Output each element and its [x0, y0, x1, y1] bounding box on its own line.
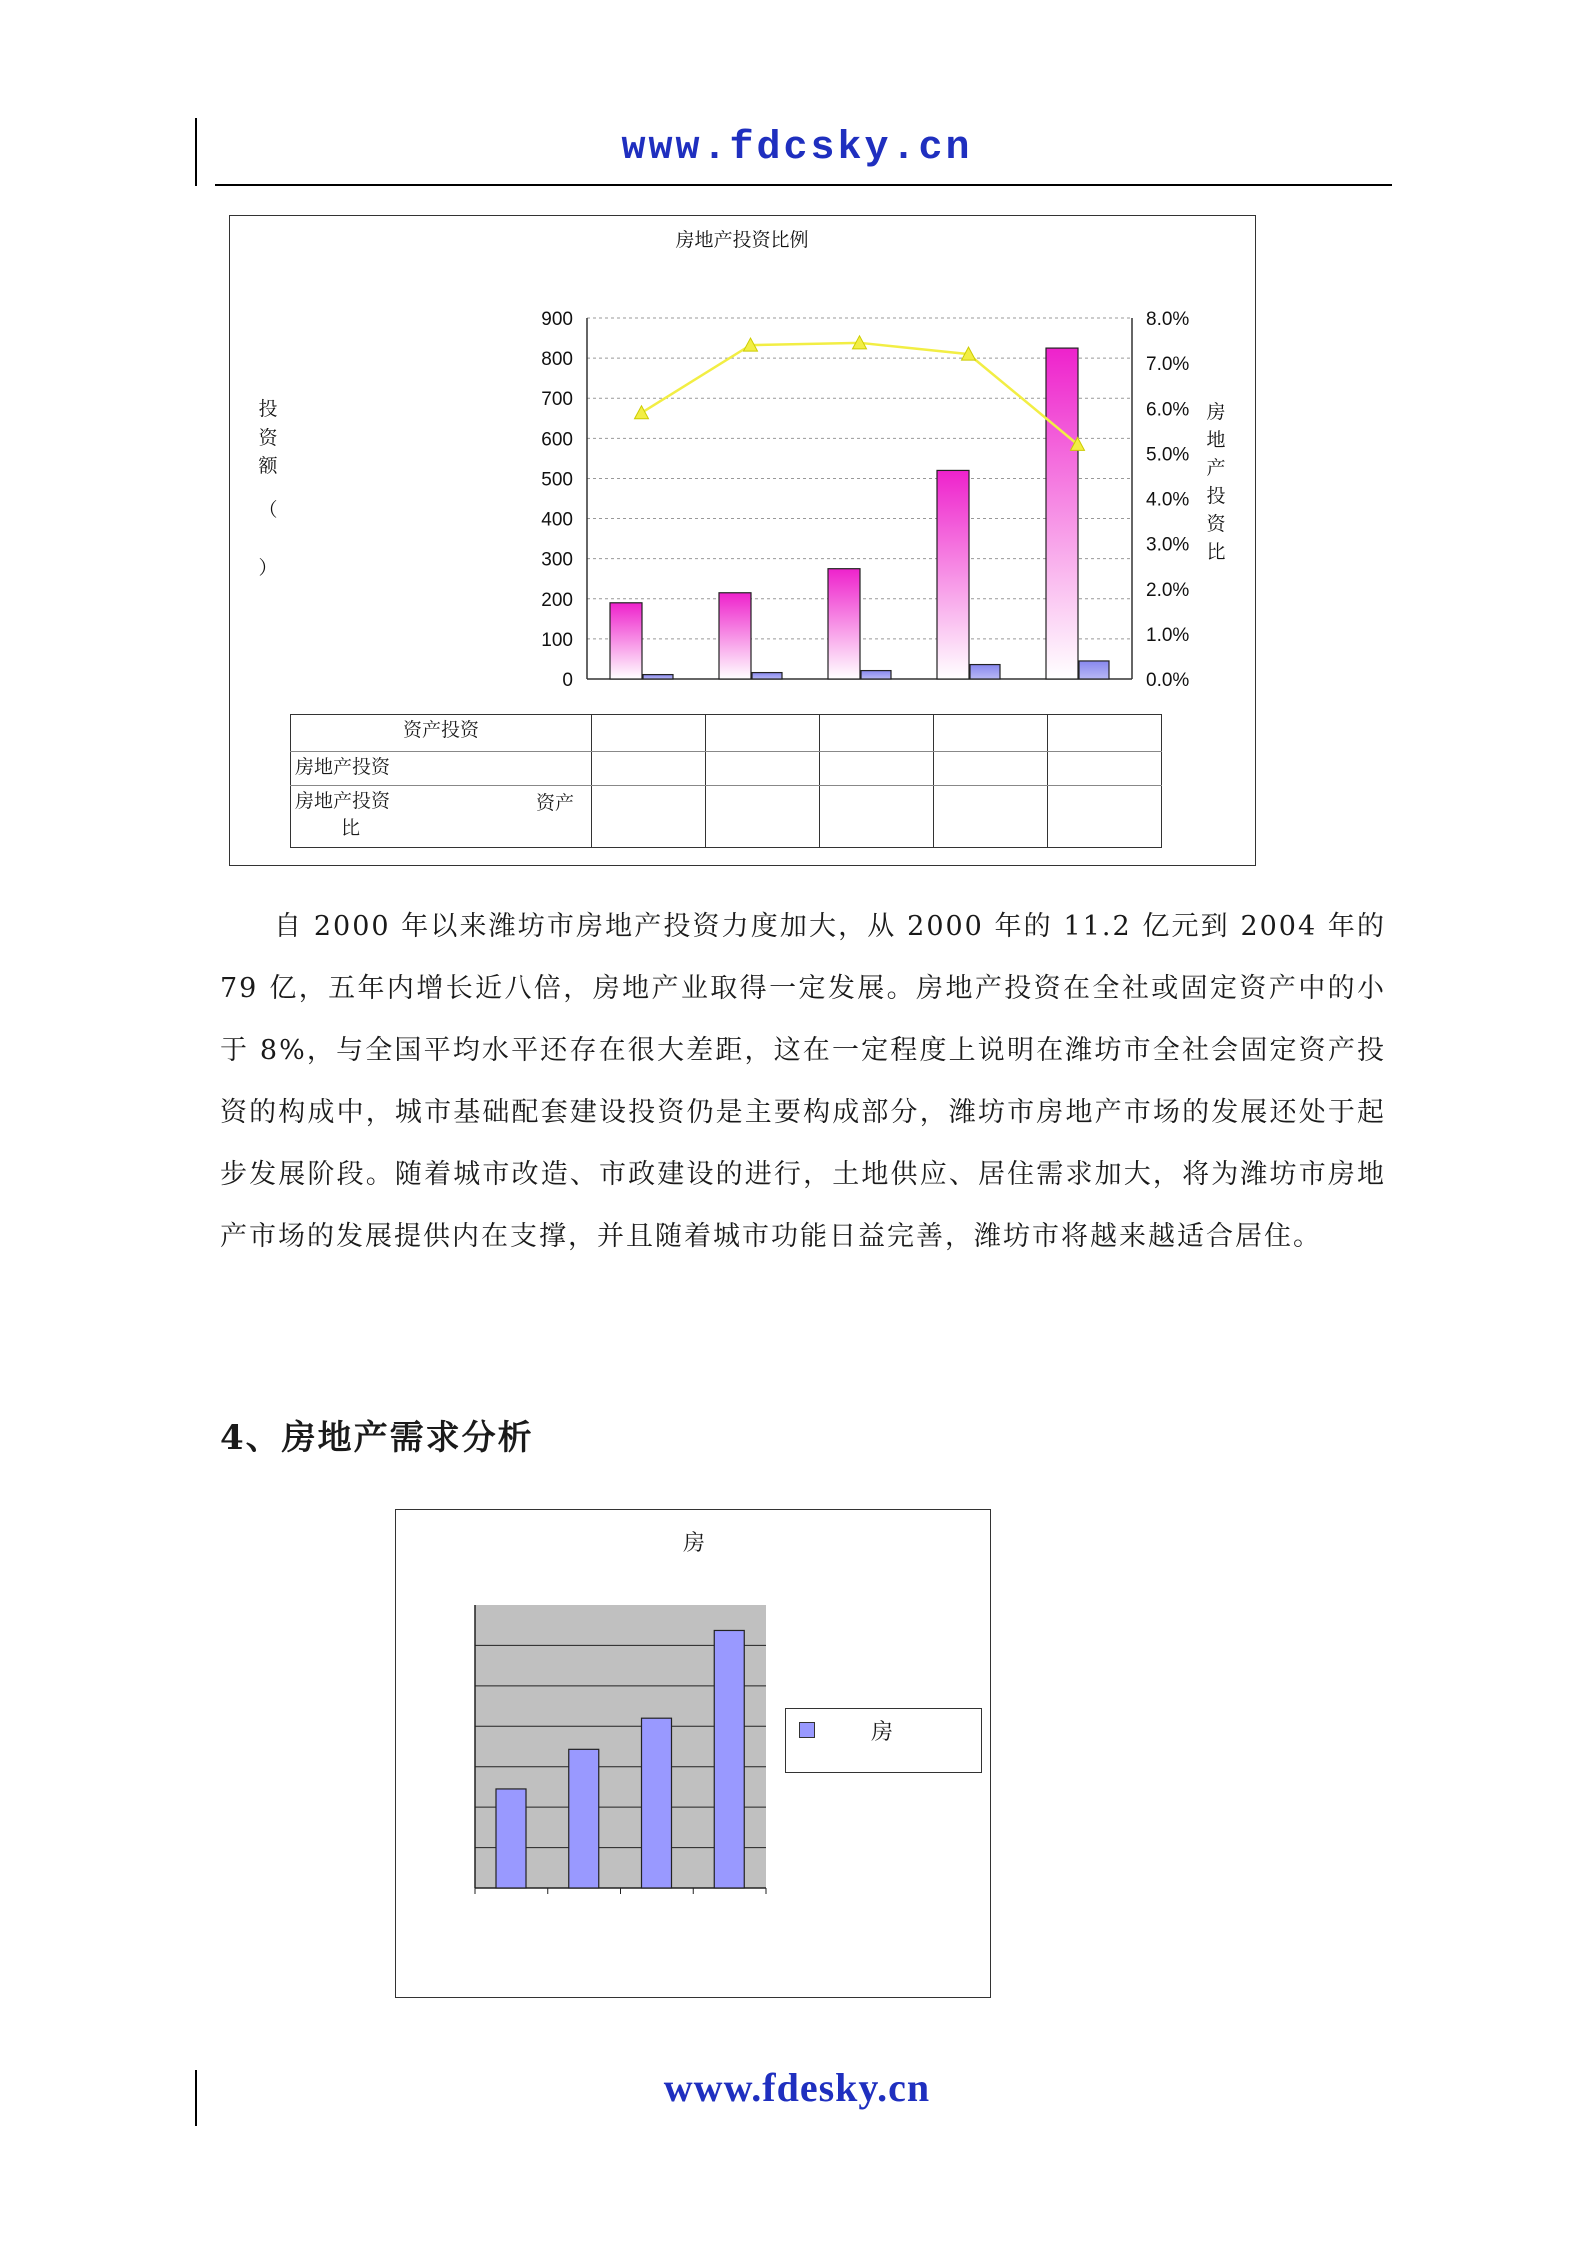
table-cell — [706, 786, 820, 848]
y-tick-label: 300 — [541, 549, 573, 571]
y2-tick-label: 5.0% — [1146, 444, 1190, 466]
table-row-label: 房地产投资 — [291, 752, 592, 786]
table-cell — [934, 752, 1048, 786]
header-rule — [215, 184, 1392, 186]
table-cell — [592, 715, 706, 752]
y2-axis-label-char: 产 — [1206, 457, 1226, 479]
bar-investment — [610, 603, 642, 679]
y-axis-label-char: 资 — [258, 427, 278, 449]
y-tick-label: 200 — [541, 589, 573, 611]
bar-investment — [719, 593, 751, 679]
bar-realestate — [752, 673, 782, 679]
footer-site-url[interactable]: www.fdesky.cn — [663, 2065, 931, 2110]
y-axis-label-char: （ — [258, 499, 278, 521]
y-tick-label: 0 — [562, 670, 573, 691]
bar-realestate — [861, 671, 891, 679]
y-tick-label: 100 — [541, 629, 573, 651]
chart-legend — [785, 1708, 982, 1773]
table-cell — [592, 752, 706, 786]
table-cell — [1048, 752, 1162, 786]
demand-chart — [395, 1509, 991, 1998]
bar — [569, 1749, 599, 1888]
table-cell — [934, 786, 1048, 848]
y2-axis-label-char: 投 — [1206, 485, 1226, 507]
section-heading: 4、房地产需求分析 — [220, 1418, 534, 1458]
bar-realestate — [643, 675, 673, 679]
bar-investment — [828, 569, 860, 679]
table-cell — [820, 715, 934, 752]
y-tick-label: 700 — [541, 389, 573, 411]
investment-ratio-chart — [229, 215, 1256, 866]
table-cell — [1048, 786, 1162, 848]
chart-title: 房地产投资比例 — [675, 229, 809, 251]
y-tick-label: 400 — [541, 509, 573, 531]
y2-tick-label: 4.0% — [1146, 489, 1190, 511]
chart-title: 房 — [682, 1531, 705, 1556]
table-row-label — [291, 786, 592, 848]
bar — [496, 1789, 526, 1888]
body-paragraph: 自 2000 年以来潍坊市房地产投资力度加大，从 2000 年的 11.2 亿元到 2004 年的 79 亿，五年内增长近八倍，房地产业取得一定发展。房地产投资在全社或固定资产中的小于 8%，与全国平均水平还存在很大差距，这在一定程度上说明在潍坊市全社会固定资产投资的构成中，城市基础配套建设投资仍是主要构成部分，潍坊市房地产市场的发展还处于起步发展阶段。随着城市改造、市政建设的进行，土地供应、居住需求加大，将为潍坊市房地产市场的发展提供内在支撑，并且随着城市功能日益完善，潍坊市将越来越适合居住。 — [220, 911, 1386, 1252]
y-axis-label-char: 投 — [258, 398, 278, 420]
bar — [714, 1630, 744, 1888]
y2-axis-label-char: 资 — [1206, 513, 1226, 535]
table-cell — [706, 715, 820, 752]
bar-realestate — [1079, 661, 1109, 679]
table-row-label-part: 资产 — [536, 792, 575, 814]
y2-tick-label: 6.0% — [1146, 399, 1190, 421]
table-cell — [820, 786, 934, 848]
y2-tick-label: 8.0% — [1146, 309, 1190, 330]
legend-label: 房 — [871, 1720, 894, 1745]
chart-data-table — [290, 714, 1162, 848]
table-cell — [934, 715, 1048, 752]
ratio-marker — [635, 406, 649, 419]
table-row-label: 资产投资 — [291, 715, 592, 752]
header-site-url[interactable]: www.fdcsky.cn — [621, 126, 973, 171]
y2-tick-label: 7.0% — [1146, 354, 1190, 376]
y-tick-label: 500 — [541, 469, 573, 491]
y-tick-label: 900 — [541, 309, 573, 330]
table-row-label-part: 房地产投资 — [295, 790, 391, 812]
bar-investment — [937, 470, 969, 679]
y2-axis-label-char: 地 — [1206, 429, 1226, 451]
y-axis-label-char: ） — [258, 557, 278, 579]
table-cell — [820, 752, 934, 786]
table-cell — [706, 752, 820, 786]
y2-tick-label: 0.0% — [1146, 670, 1190, 691]
y-tick-label: 600 — [541, 429, 573, 451]
bar-investment — [1046, 348, 1078, 679]
y2-tick-label: 1.0% — [1146, 624, 1190, 646]
y2-tick-label: 3.0% — [1146, 534, 1190, 556]
bar — [642, 1718, 672, 1888]
legend-swatch — [799, 1722, 815, 1738]
bar-realestate — [970, 665, 1000, 679]
y2-axis-label-char: 房 — [1206, 401, 1226, 423]
table-cell — [592, 786, 706, 848]
y2-tick-label: 2.0% — [1146, 579, 1190, 601]
table-row-label-part: 比 — [341, 817, 361, 839]
y-axis-label-char: 额 — [258, 455, 278, 477]
y2-axis-label-char: 比 — [1206, 541, 1226, 563]
table-cell — [1048, 715, 1162, 752]
y-tick-label: 800 — [541, 349, 573, 371]
